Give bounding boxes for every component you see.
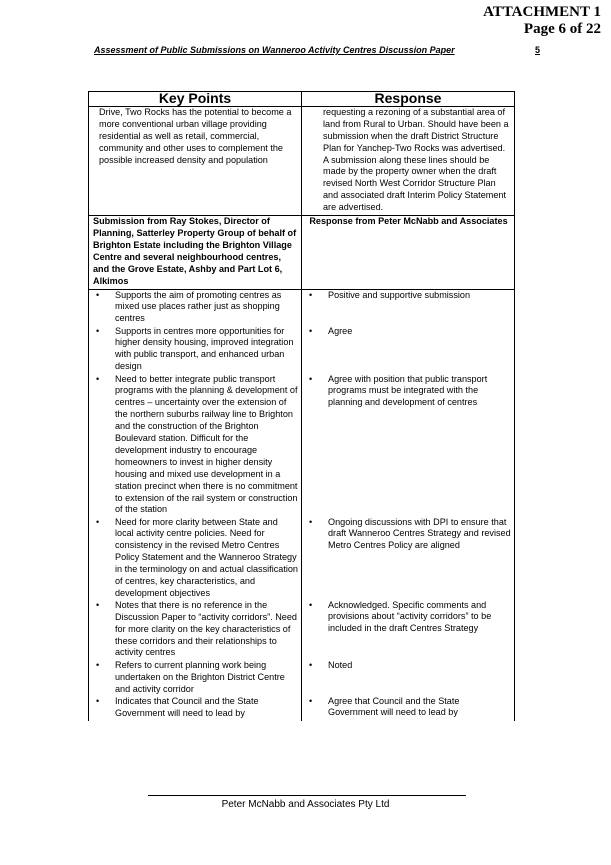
bullet-icon: • — [96, 325, 100, 336]
response-item-text: Agree with position that public transport programs must be integrated with the planning and development of centres — [328, 373, 488, 408]
responses-cell — [302, 289, 515, 721]
bullet-icon: • — [96, 289, 100, 300]
key-points-cell — [89, 289, 302, 721]
bullet-icon: • — [309, 659, 313, 670]
responses-list — [306, 290, 511, 720]
attachment-label — [483, 4, 601, 38]
bullet-icon: • — [309, 373, 313, 384]
key-point-item-text: Refers to current planning work being undertaken on the Brighton District Centre and activity corridor — [115, 659, 285, 694]
bullet-icon: • — [96, 599, 100, 610]
response-item — [306, 600, 511, 660]
key-points-list — [93, 290, 298, 720]
response-from: Response from Peter McNabb and Associates — [302, 216, 515, 289]
footer-rule — [148, 795, 466, 796]
bullet-icon: • — [309, 599, 313, 610]
continued-response-cell: requesting a rezoning of a substantial area of land from Rural to Urban. Should have been a submission when the draft District Structure Plan for Yanchep-Two Rocks was advertised. A submission along these lines should be made by the property owner when the draft revised North West Corridor Structure Plan and associated draft Interim Policy Statement are advertised. — [302, 106, 515, 215]
points-row — [89, 289, 515, 721]
key-point-item — [93, 374, 298, 517]
key-point-item-text: Supports in centres more opportunities for higher density housing, improved integration with public transport, and enhanced urban design — [115, 325, 294, 372]
submissions-table — [88, 91, 515, 721]
key-point-item — [93, 696, 298, 720]
response-item-text: Agree — [328, 325, 353, 336]
response-item — [306, 696, 511, 720]
key-point-item-text: Indicates that Council and the State Government will need to lead by — [115, 695, 259, 718]
bullet-icon: • — [96, 659, 100, 670]
submission-heading-row — [89, 216, 515, 289]
header-title: Assessment of Public Submissions on Wanneroo Activity Centres Discussion Paper — [94, 45, 455, 55]
response-item — [306, 290, 511, 326]
table-header-row — [89, 92, 515, 107]
footer-text: Peter McNabb and Associates Pty Ltd — [221, 799, 390, 810]
bullet-icon: • — [96, 373, 100, 384]
response-item-text: Agree that Council and the State Government will need to lead by — [328, 695, 460, 718]
key-point-item — [93, 517, 298, 600]
response-item — [306, 374, 511, 517]
key-point-item-text: Supports the aim of promoting centres as mixed use places rather just as shopping centres — [115, 289, 282, 324]
key-point-item-text: Notes that there is no reference in the Discussion Paper to “activity corridors”. Need for more clarity on the key characteristics of these corridors and their relationships to activity centres — [115, 599, 297, 658]
response-item — [306, 660, 511, 696]
key-points-header: Key Points — [89, 92, 302, 107]
key-point-item — [93, 660, 298, 696]
bullet-icon: • — [96, 695, 100, 706]
response-item-text: Positive and supportive submission — [328, 289, 471, 300]
key-point-item-text: Need for more clarity between State and local activity centre policies. Need for consistency in the revised Metro Centres Policy Statement and the Wanneroo Strategy in the terminology on and actual classification of centres, key characteristics, and development objectives — [115, 516, 298, 598]
bullet-icon: • — [96, 516, 100, 527]
response-item-text: Acknowledged. Specific comments and provisions about “activity corridors” to be included in the draft Centres Strategy — [328, 599, 492, 634]
bullet-icon: • — [309, 325, 313, 336]
bullet-icon: • — [309, 289, 313, 300]
bullet-icon: • — [309, 695, 313, 706]
key-point-item — [93, 600, 298, 660]
attachment-title: ATTACHMENT 1 — [483, 4, 601, 20]
key-point-item-text: Need to better integrate public transport programs with the planning & development of centres – uncertainty over the extension of the northern suburbs railway line to Brighton and the construction of the Brighton Boulevard station. Difficult for the development industry to encourage homeowners to invest in higher density housing and mixed use development in a station precinct when there is no commitment to extension of the rail system or construction of the station — [115, 373, 298, 515]
attachment-page: Page 6 of 22 — [523, 21, 601, 37]
response-item-text: Noted — [328, 659, 353, 670]
response-item-text: Ongoing discussions with DPI to ensure that draft Wanneroo Centres Strategy and revised Metro Centres Policy are aligned — [328, 516, 511, 551]
response-item — [306, 517, 511, 600]
continued-row — [89, 106, 515, 215]
header-page-number: 5 — [534, 45, 540, 55]
continued-key-cell: Drive, Two Rocks has the potential to become a more conventional urban village providing residential as well as retail, commercial, community and other uses to complement the possible increased density and population — [89, 106, 302, 215]
key-point-item — [93, 290, 298, 326]
key-point-item — [93, 326, 298, 374]
response-header: Response — [302, 92, 515, 107]
submission-from: Submission from Ray Stokes, Director of Planning, Satterley Property Group of behalf of Brighton Estate including the Brighton Village Centre and several neighbourhood centres, and the Grove Estate, Ashby and Part Lot 6, Alkimos — [89, 216, 302, 289]
bullet-icon: • — [309, 516, 313, 527]
running-header — [94, 45, 540, 55]
response-item — [306, 326, 511, 374]
